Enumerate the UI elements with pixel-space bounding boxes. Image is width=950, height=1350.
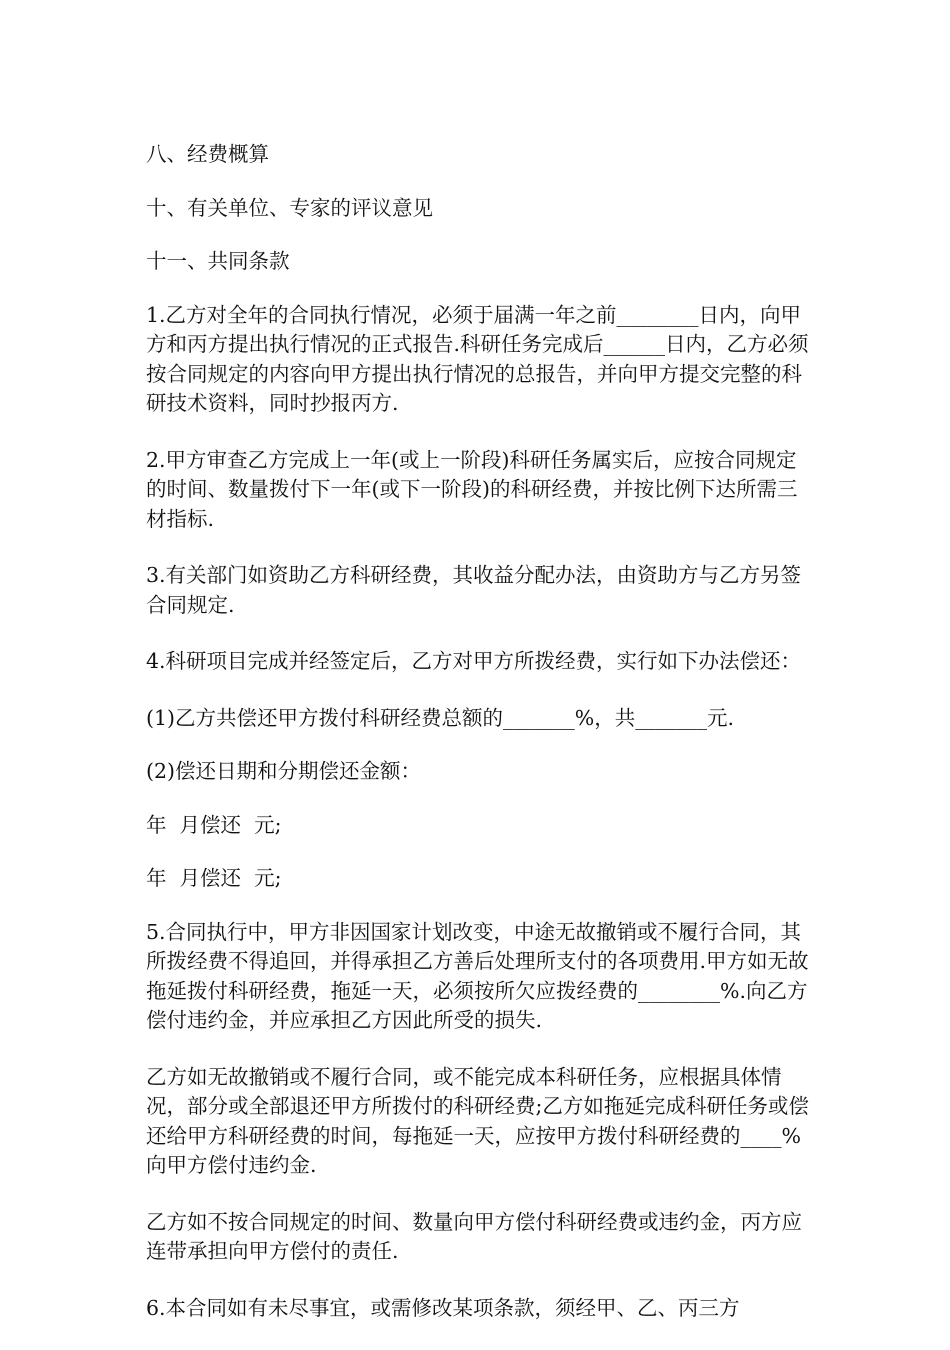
document-body: [146, 140, 812, 1350]
clause-4-item-2: (2)偿还日期和分期偿还金额：: [146, 759, 422, 783]
clause-5-party-c: 乙方如不按合同规定的时间、数量向甲方偿付科研经费或违约金，丙方应连带承担向甲方偿付的责任.: [146, 1209, 802, 1263]
section-heading-budget: 八、经费概算: [146, 142, 269, 166]
clause-5-party-b: 乙方如无故撤销或不履行合同，或不能完成本科研任务，应根据具体情况，部分或全部退还甲方所拨付的科研经费;乙方如拖延完成科研任务或偿还给甲方科研经费的时间，每拖延一天，应按甲方拨付科研经费的____%向甲方偿付违约金.: [146, 1064, 809, 1177]
section-heading-common-terms: 十一、共同条款: [146, 249, 290, 273]
clause-2: 2.甲方审查乙方完成上一年(或上一阶段)科研任务属实后，应按合同规定的时间、数量拨付下一年(或下一阶段)的科研经费，并按比例下达所需三材指标.: [146, 447, 798, 531]
clause-1: 1.乙方对全年的合同执行情况，必须于届满一年之前________日内，向甲方和丙方提出执行情况的正式报告.科研任务完成后______日内，乙方必须按合同规定的内容向甲方提出执行情况的总报告，并向甲方提交完整的科研技术资料，同时抄报丙方.: [146, 302, 809, 415]
repayment-line: 年 月偿还 元;: [146, 866, 282, 890]
clause-6: 6.本合同如有未尽事宜，或需修改某项条款，须经甲、乙、丙三方: [146, 1295, 740, 1320]
clause-3: 3.有关部门如资助乙方科研经费，其收益分配办法，由资助方与乙方另签合同规定.: [146, 563, 802, 617]
section-heading-expert-review: 十、有关单位、专家的评议意见: [146, 195, 433, 220]
clause-4: 4.科研项目完成并经签定后，乙方对甲方所拨经费，实行如下办法偿还：: [146, 649, 802, 673]
clause-5: 5.合同执行中，甲方非因国家计划改变，中途无故撤销或不履行合同，其所拨经费不得追回，并得承担乙方善后处理所支付的各项费用.甲方如无故拖延拨付科研经费，拖延一天，必须按所欠应拨经费的________%.向乙方偿付违约金，并应承担乙方因此所受的损失.: [146, 919, 809, 1032]
repayment-line: 年 月偿还 元;: [146, 812, 282, 837]
clause-4-item-1: (1)乙方共偿还甲方拨付科研经费总额的_______%，共_______元.: [146, 705, 735, 730]
